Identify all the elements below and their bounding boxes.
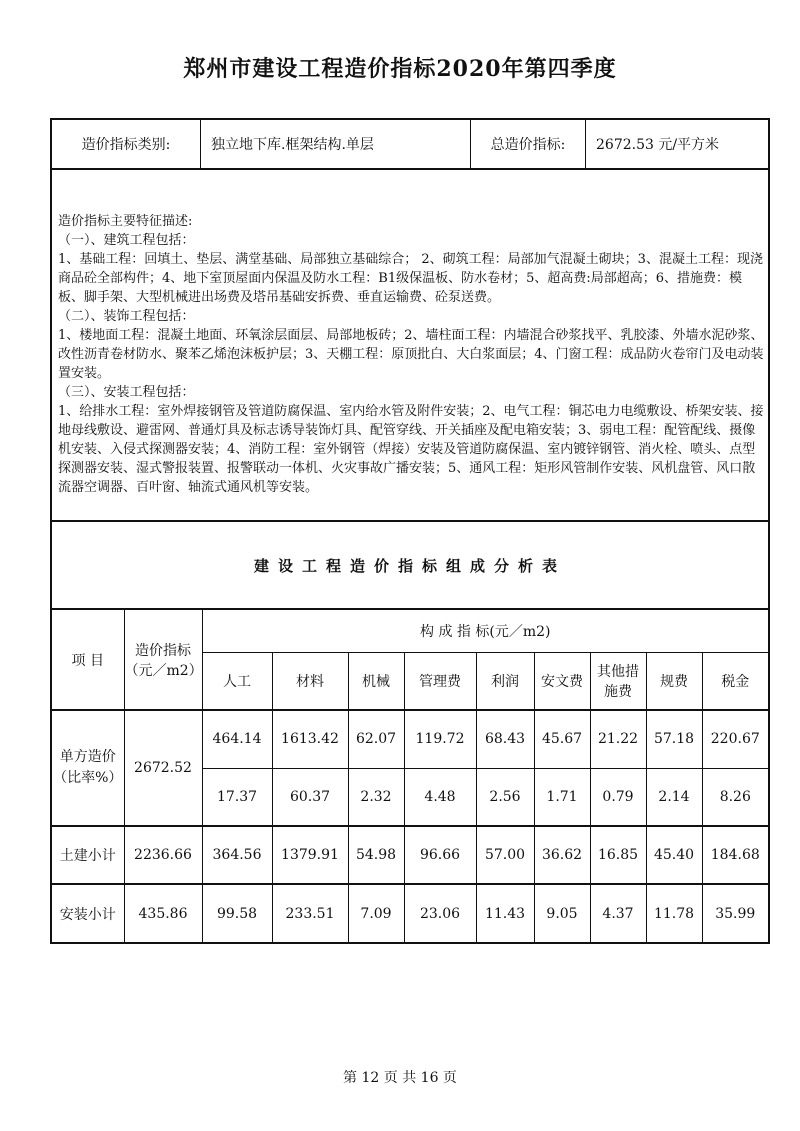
cost-composition-table: [52, 610, 768, 942]
table-cell: 220.67: [702, 710, 768, 768]
table-cell: 17.37: [202, 768, 272, 826]
table-cell: 62.07: [348, 710, 404, 768]
table-cell: 11.78: [646, 884, 702, 942]
description-section-decoration: （二）、装饰工程包括：: [58, 309, 195, 324]
table-cell: 464.14: [202, 710, 272, 768]
summary-row: [52, 120, 768, 170]
col-other-measures: 其他措施费: [590, 652, 646, 710]
col-labor: 人工: [202, 652, 272, 710]
table-cell: 364.56: [202, 826, 272, 884]
unit-cost-label: 单方造价（比率%）: [52, 710, 124, 826]
col-material: 材料: [272, 652, 348, 710]
table-cell: 45.67: [534, 710, 590, 768]
table-row-unit-cost: [52, 710, 768, 768]
description-section-building: （一）、建筑工程包括：: [58, 233, 195, 248]
composition-header: 构 成 指 标(元／m2): [202, 610, 768, 652]
table-cell: 184.68: [702, 826, 768, 884]
item-header: 项 目: [52, 610, 124, 710]
category-label: 造价指标类别:: [52, 120, 201, 168]
table-cell: 2.32: [348, 768, 404, 826]
table-cell: 8.26: [702, 768, 768, 826]
table-cell: 1613.42: [272, 710, 348, 768]
category-value: 独立地下库.框架结构.单层: [201, 120, 471, 168]
table-cell: 35.99: [702, 884, 768, 942]
description-text-building: 1、基础工程：回填土、垫层、满堂基础、局部独立基础综合； 2、砌筑工程：局部加气混凝土砌块；3、混凝土工程：现浇商品砼全部构件；4、地下室顶屋面内保温及防水工程：B1级保温板、防水卷材；5、超高费:局部超高；6、措施费：模板、脚手架、大型机械进出场费及塔吊基础安拆费、垂直运输费、砼泵送费。: [58, 252, 763, 305]
table-cell: 54.98: [348, 826, 404, 884]
unit-cost-total: 2672.52: [124, 710, 202, 826]
table-cell: 4.37: [590, 884, 646, 942]
total-label: 总造价指标:: [471, 120, 586, 168]
table-row-install-subtotal: [52, 884, 768, 942]
col-machinery: 机械: [348, 652, 404, 710]
feature-description: [52, 170, 768, 522]
table-cell: 21.22: [590, 710, 646, 768]
table-cell: 9.05: [534, 884, 590, 942]
table-cell: 1379.91: [272, 826, 348, 884]
table-cell: 1.71: [534, 768, 590, 826]
description-heading: 造价指标主要特征描述:: [58, 214, 193, 229]
table-cell: 45.40: [646, 826, 702, 884]
table-cell: 0.79: [590, 768, 646, 826]
table-cell: 119.72: [404, 710, 476, 768]
install-subtotal-label: 安装小计: [52, 884, 124, 942]
table-cell: 11.43: [476, 884, 534, 942]
page-footer: 第 12 页 共 16 页: [343, 1070, 457, 1086]
table-cell: 36.62: [534, 826, 590, 884]
table-cell: 96.66: [404, 826, 476, 884]
index-header: 造价指标 （元／m2）: [124, 610, 202, 710]
table-cell: 57.18: [646, 710, 702, 768]
header-row: [52, 610, 768, 652]
cost-index-sheet: [50, 118, 770, 944]
table-cell: 7.09: [348, 884, 404, 942]
table-cell: 16.85: [590, 826, 646, 884]
table-cell: 68.43: [476, 710, 534, 768]
table-cell: 99.58: [202, 884, 272, 942]
col-tax: 税金: [702, 652, 768, 710]
table-cell: 2.56: [476, 768, 534, 826]
description-section-installation: （三）、安装工程包括：: [58, 385, 195, 400]
table-cell: 4.48: [404, 768, 476, 826]
table-cell: 233.51: [272, 884, 348, 942]
description-text-decoration: 1、楼地面工程：混凝土地面、环氧涂层面层、局部地板砖；2、墙柱面工程：内墙混合砂浆找平、乳胶漆、外墙水泥砂浆、改性沥青卷材防水、聚苯乙烯泡沫板护层；3、天棚工程：原顶批白、大白浆面层；4、门窗工程：成品防火卷帘门及电动装置安装。: [58, 328, 764, 381]
table-cell: 60.37: [272, 768, 348, 826]
table-cell: 2.14: [646, 768, 702, 826]
col-safety: 安文费: [534, 652, 590, 710]
table-row-civil-subtotal: [52, 826, 768, 884]
install-subtotal-total: 435.86: [124, 884, 202, 942]
civil-subtotal-total: 2236.66: [124, 826, 202, 884]
col-fees: 规费: [646, 652, 702, 710]
analysis-table-title: 建设工程造价指标组成分析表: [52, 522, 768, 610]
civil-subtotal-label: 土建小计: [52, 826, 124, 884]
page-title: 郑州市建设工程造价指标2020年第四季度: [183, 56, 617, 82]
table-cell: 23.06: [404, 884, 476, 942]
description-text-installation: 1、给排水工程：室外焊接钢管及管道防腐保温、室内给水管及附件安装；2、电气工程：铜芯电力电缆敷设、桥架安装、接地母线敷设、避雷网、普通灯具及标志诱导装饰灯具、配管穿线、开关插座及配电箱安装；3、弱电工程：配管配线、摄像机安装、入侵式探测器安装；4、消防工程：室外钢管（焊接）安装及管道防腐保温、室内镀锌钢管、消火栓、喷头、点型探测器安装、湿式警报装置、报警联动一体机、火灾事故广播安装；5、通风工程：矩形风管制作安装、风机盘管、风口散流器空调器、百叶窗、轴流式通风机等安装。: [58, 404, 764, 495]
col-profit: 利润: [476, 652, 534, 710]
col-management: 管理费: [404, 652, 476, 710]
table-cell: 57.00: [476, 826, 534, 884]
total-value: 2672.53 元/平方米: [596, 137, 720, 153]
